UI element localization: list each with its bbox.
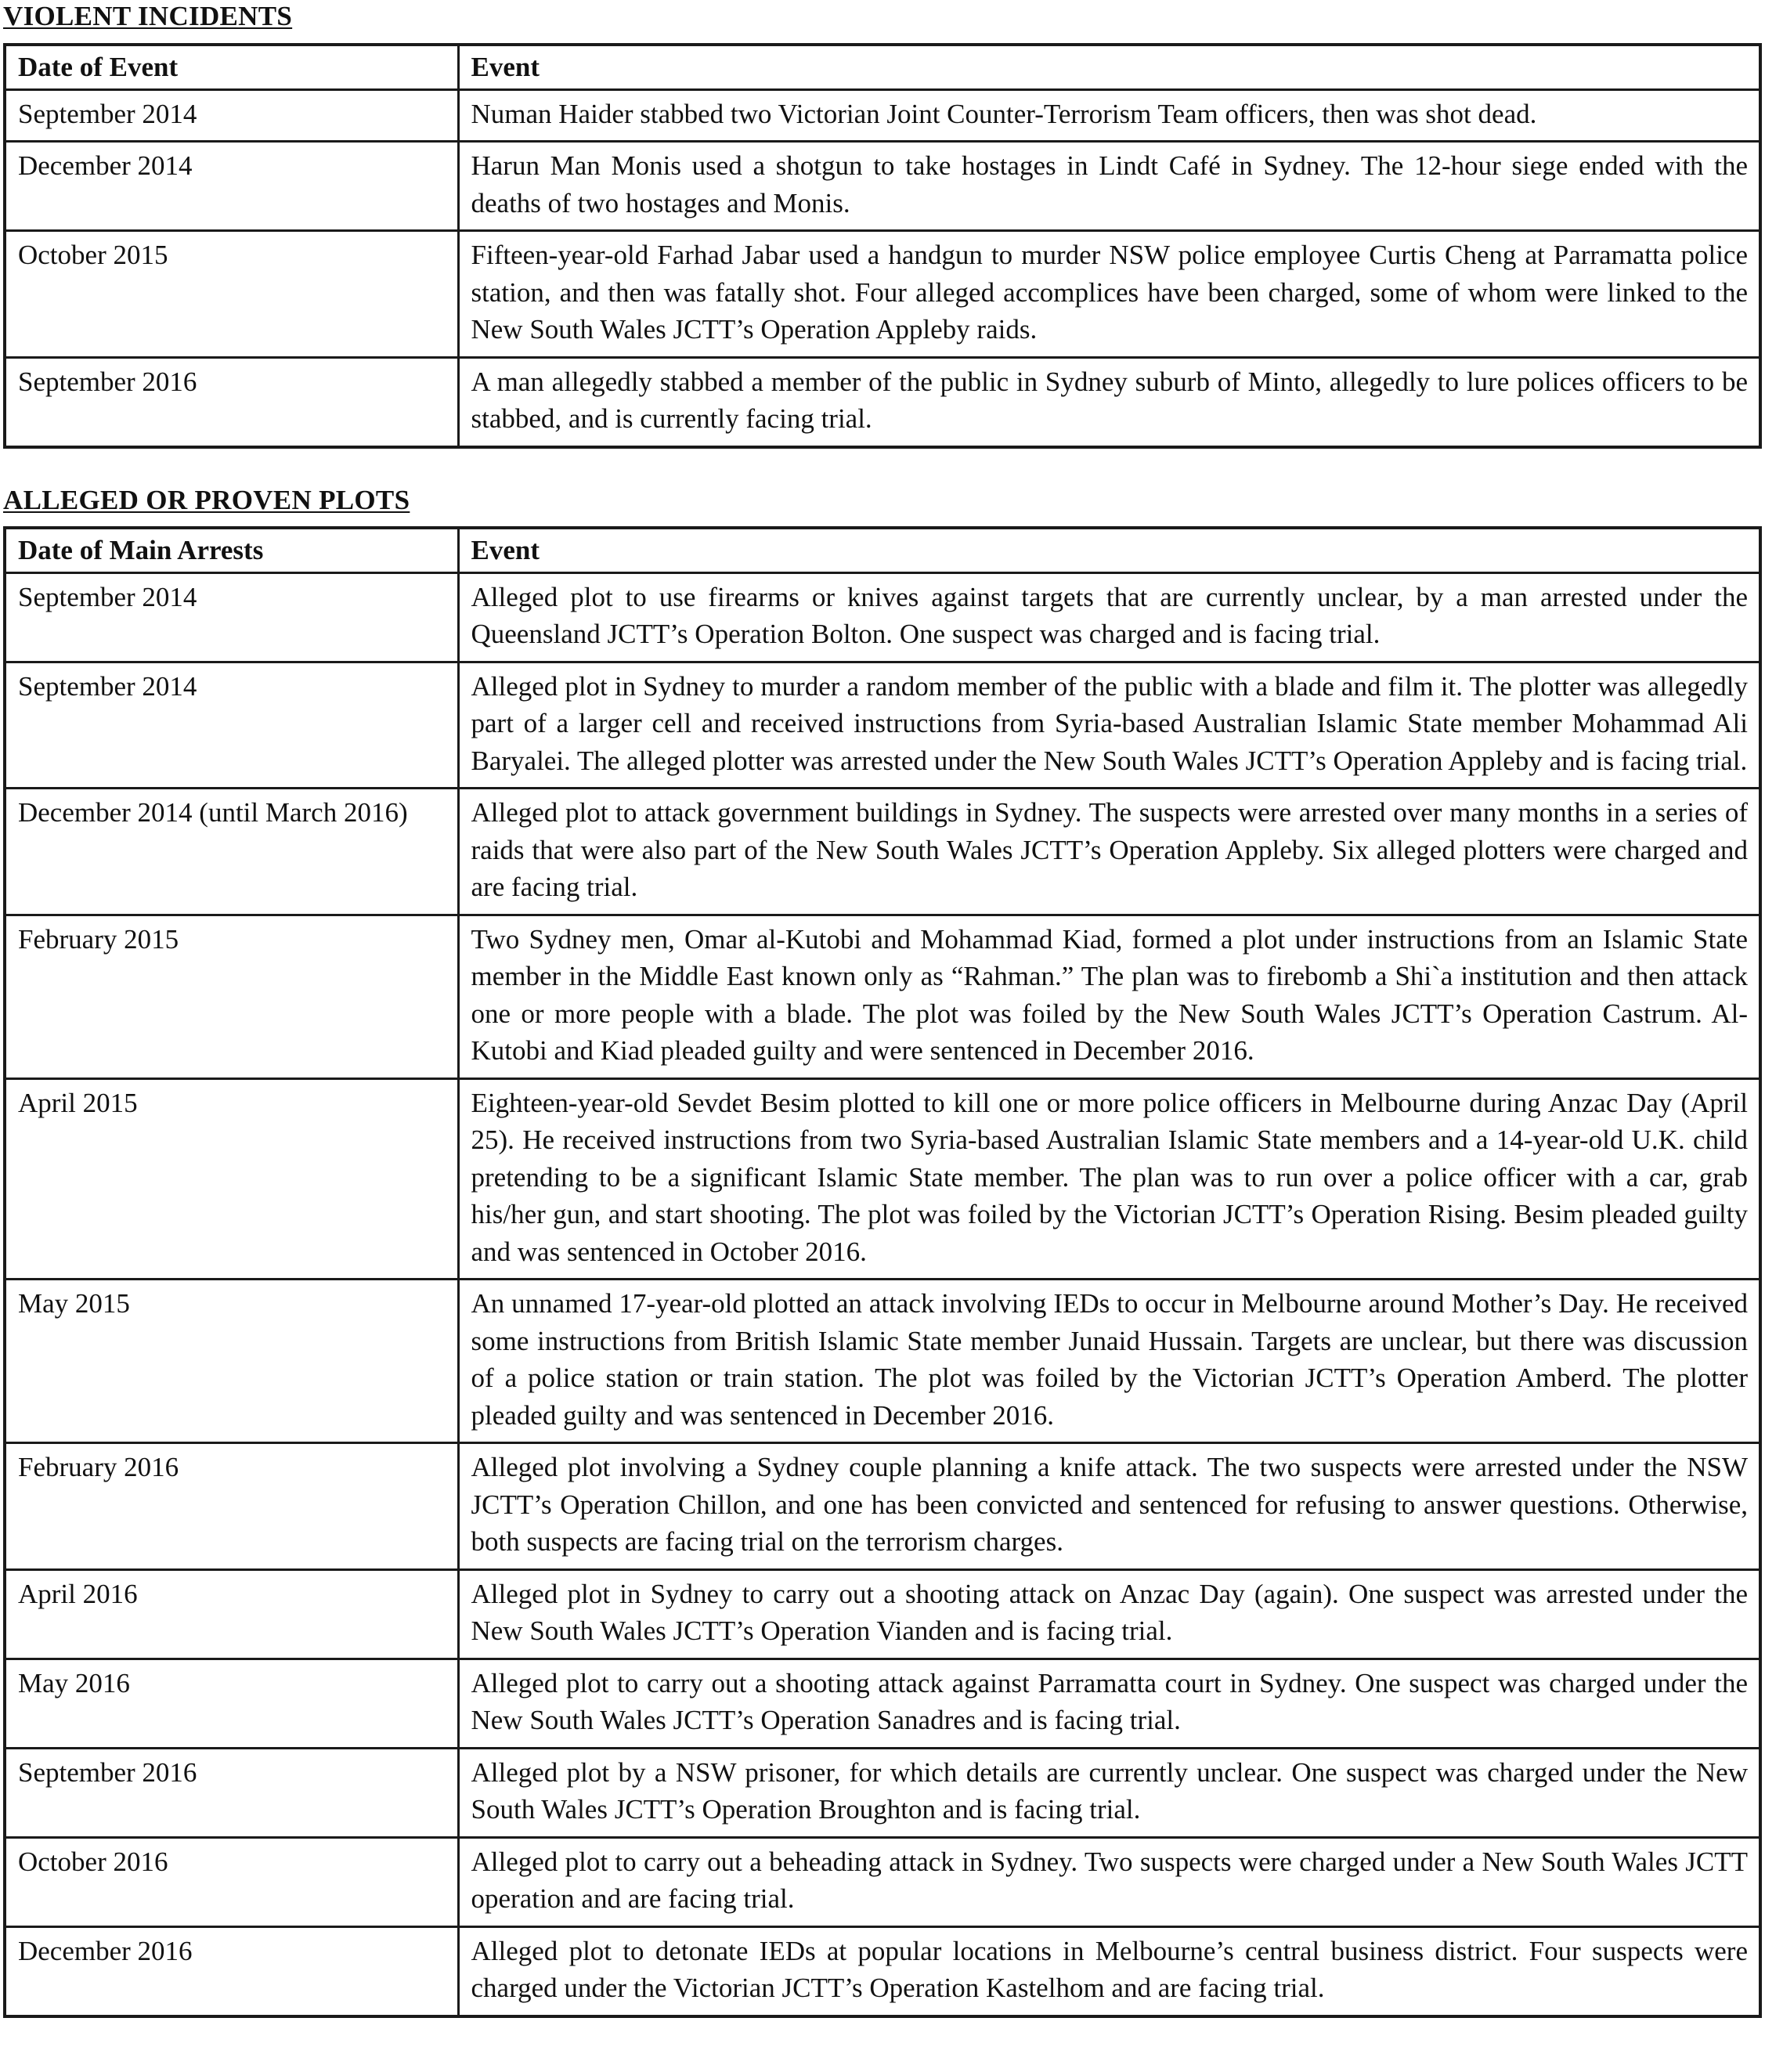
date-cell: December 2014 (until March 2016) <box>5 789 458 915</box>
table-header-row <box>5 528 1760 572</box>
event-cell: Alleged plot to carry out a shooting attack against Parramatta court in Sydney. One suspect was charged under the New South Wales JCTT’s Operation Sanadres and is facing trial. <box>458 1659 1760 1748</box>
date-cell: February 2016 <box>5 1443 458 1570</box>
date-cell: October 2016 <box>5 1837 458 1926</box>
table-row <box>5 1926 1760 2016</box>
column-header-event: Event <box>458 528 1760 572</box>
event-cell: Alleged plot to carry out a beheading attack in Sydney. Two suspects were charged under a New South Wales JCTT operation and are facing trial. <box>458 1837 1760 1926</box>
date-cell: September 2014 <box>5 662 458 789</box>
event-cell: Alleged plot in Sydney to murder a random member of the public with a blade and film it. The plotter was allegedly part of a larger cell and received instructions from Syria-based Australian Islamic State member Mohammad Ali Baryalei. The alleged plotter was arrested under the New South Wales JCTT’s Operation Appleby and is facing trial. <box>458 662 1760 789</box>
event-cell: Alleged plot to detonate IEDs at popular locations in Melbourne’s central business district. Four suspects were charged under the Victorian JCTT’s Operation Kastelhom and are facing trial. <box>458 1926 1760 2016</box>
table-row <box>5 1659 1760 1748</box>
table-row <box>5 231 1760 358</box>
table-header-row <box>5 45 1760 89</box>
event-cell: Fifteen-year-old Farhad Jabar used a handgun to murder NSW police employee Curtis Cheng at Parramatta police station, and then was fatally shot. Four alleged accomplices have been charged, some of whom were linked to the New South Wales JCTT’s Operation Appleby raids. <box>458 231 1760 358</box>
event-cell: Alleged plot in Sydney to carry out a shooting attack on Anzac Day (again). One suspect was arrested under the New South Wales JCTT’s Operation Vianden and is facing trial. <box>458 1569 1760 1659</box>
table-row <box>5 357 1760 447</box>
table-row <box>5 1569 1760 1659</box>
table-row <box>5 915 1760 1078</box>
date-cell: December 2016 <box>5 1926 458 2016</box>
event-cell: An unnamed 17-year-old plotted an attack involving IEDs to occur in Melbourne around Mother’s Day. He received some instructions from British Islamic State member Junaid Hussain. Targets are unclear, but there was discussion of a police station or train station. The plot was foiled by the Victorian JCTT’s Operation Amberd. The plotter pleaded guilty and was sentenced in December 2016. <box>458 1280 1760 1443</box>
violent-incidents-heading: VIOLENT INCIDENTS <box>3 1 293 31</box>
event-cell: Harun Man Monis used a shotgun to take hostages in Lindt Café in Sydney. The 12-hour siege ended with the deaths of two hostages and Monis. <box>458 142 1760 231</box>
table-row <box>5 1280 1760 1443</box>
alleged-plots-table <box>3 526 1762 2018</box>
event-cell: Alleged plot to attack government buildings in Sydney. The suspects were arrested over many months in a series of raids that were also part of the New South Wales JCTT’s Operation Appleby. Six alleged plotters were charged and are facing trial. <box>458 789 1760 915</box>
event-cell: Two Sydney men, Omar al-Kutobi and Mohammad Kiad, formed a plot under instructions from an Islamic State member in the Middle East known only as “Rahman.” The plan was to firebomb a Shi`a institution and then attack one or more people with a blade. The plot was foiled by the New South Wales JCTT’s Operation Castrum. Al-Kutobi and Kiad pleaded guilty and were sentenced in December 2016. <box>458 915 1760 1078</box>
event-cell: Alleged plot involving a Sydney couple planning a knife attack. The two suspects were arrested under the NSW JCTT’s Operation Chillon, and one has been convicted and sentenced for refusing to answer questions. Otherwise, both suspects are facing trial on the terrorism charges. <box>458 1443 1760 1570</box>
event-cell: A man allegedly stabbed a member of the public in Sydney suburb of Minto, allegedly to lure polices officers to be stabbed, and is currently facing trial. <box>458 357 1760 447</box>
date-cell: February 2015 <box>5 915 458 1078</box>
date-cell: September 2016 <box>5 357 458 447</box>
date-cell: September 2014 <box>5 89 458 142</box>
violent-incidents-table <box>3 43 1762 449</box>
date-cell: October 2015 <box>5 231 458 358</box>
column-header-event: Event <box>458 45 1760 89</box>
alleged-plots-heading: ALLEGED OR PROVEN PLOTS <box>3 485 410 515</box>
event-cell: Alleged plot to use firearms or knives against targets that are currently unclear, by a man arrested under the Queensland JCTT’s Operation Bolton. One suspect was charged and is facing trial. <box>458 572 1760 662</box>
table-row <box>5 89 1760 142</box>
date-cell: September 2016 <box>5 1748 458 1837</box>
column-header-date: Date of Main Arrests <box>5 528 458 572</box>
event-cell: Eighteen-year-old Sevdet Besim plotted to kill one or more police officers in Melbourne during Anzac Day (April 25). He received instructions from two Syria-based Australian Islamic State members and a 14-year-old U.K. child pretending to be a significant Islamic State member. The plan was to run over a police officer with a car, grab his/her gun, and start shooting. The plot was foiled by the Victorian JCTT’s Operation Rising. Besim pleaded guilty and was sentenced in October 2016. <box>458 1078 1760 1280</box>
table-row <box>5 1443 1760 1570</box>
table-row <box>5 662 1760 789</box>
date-cell: April 2016 <box>5 1569 458 1659</box>
table-row <box>5 142 1760 231</box>
table-row <box>5 1837 1760 1926</box>
table-row <box>5 1078 1760 1280</box>
date-cell: May 2016 <box>5 1659 458 1748</box>
table-row <box>5 789 1760 915</box>
date-cell: September 2014 <box>5 572 458 662</box>
date-cell: May 2015 <box>5 1280 458 1443</box>
table-row <box>5 1748 1760 1837</box>
table-row <box>5 572 1760 662</box>
column-header-date: Date of Event <box>5 45 458 89</box>
event-cell: Numan Haider stabbed two Victorian Joint Counter-Terrorism Team officers, then was shot dead. <box>458 89 1760 142</box>
date-cell: December 2014 <box>5 142 458 231</box>
event-cell: Alleged plot by a NSW prisoner, for which details are currently unclear. One suspect was charged under the New South Wales JCTT’s Operation Broughton and is facing trial. <box>458 1748 1760 1837</box>
date-cell: April 2015 <box>5 1078 458 1280</box>
